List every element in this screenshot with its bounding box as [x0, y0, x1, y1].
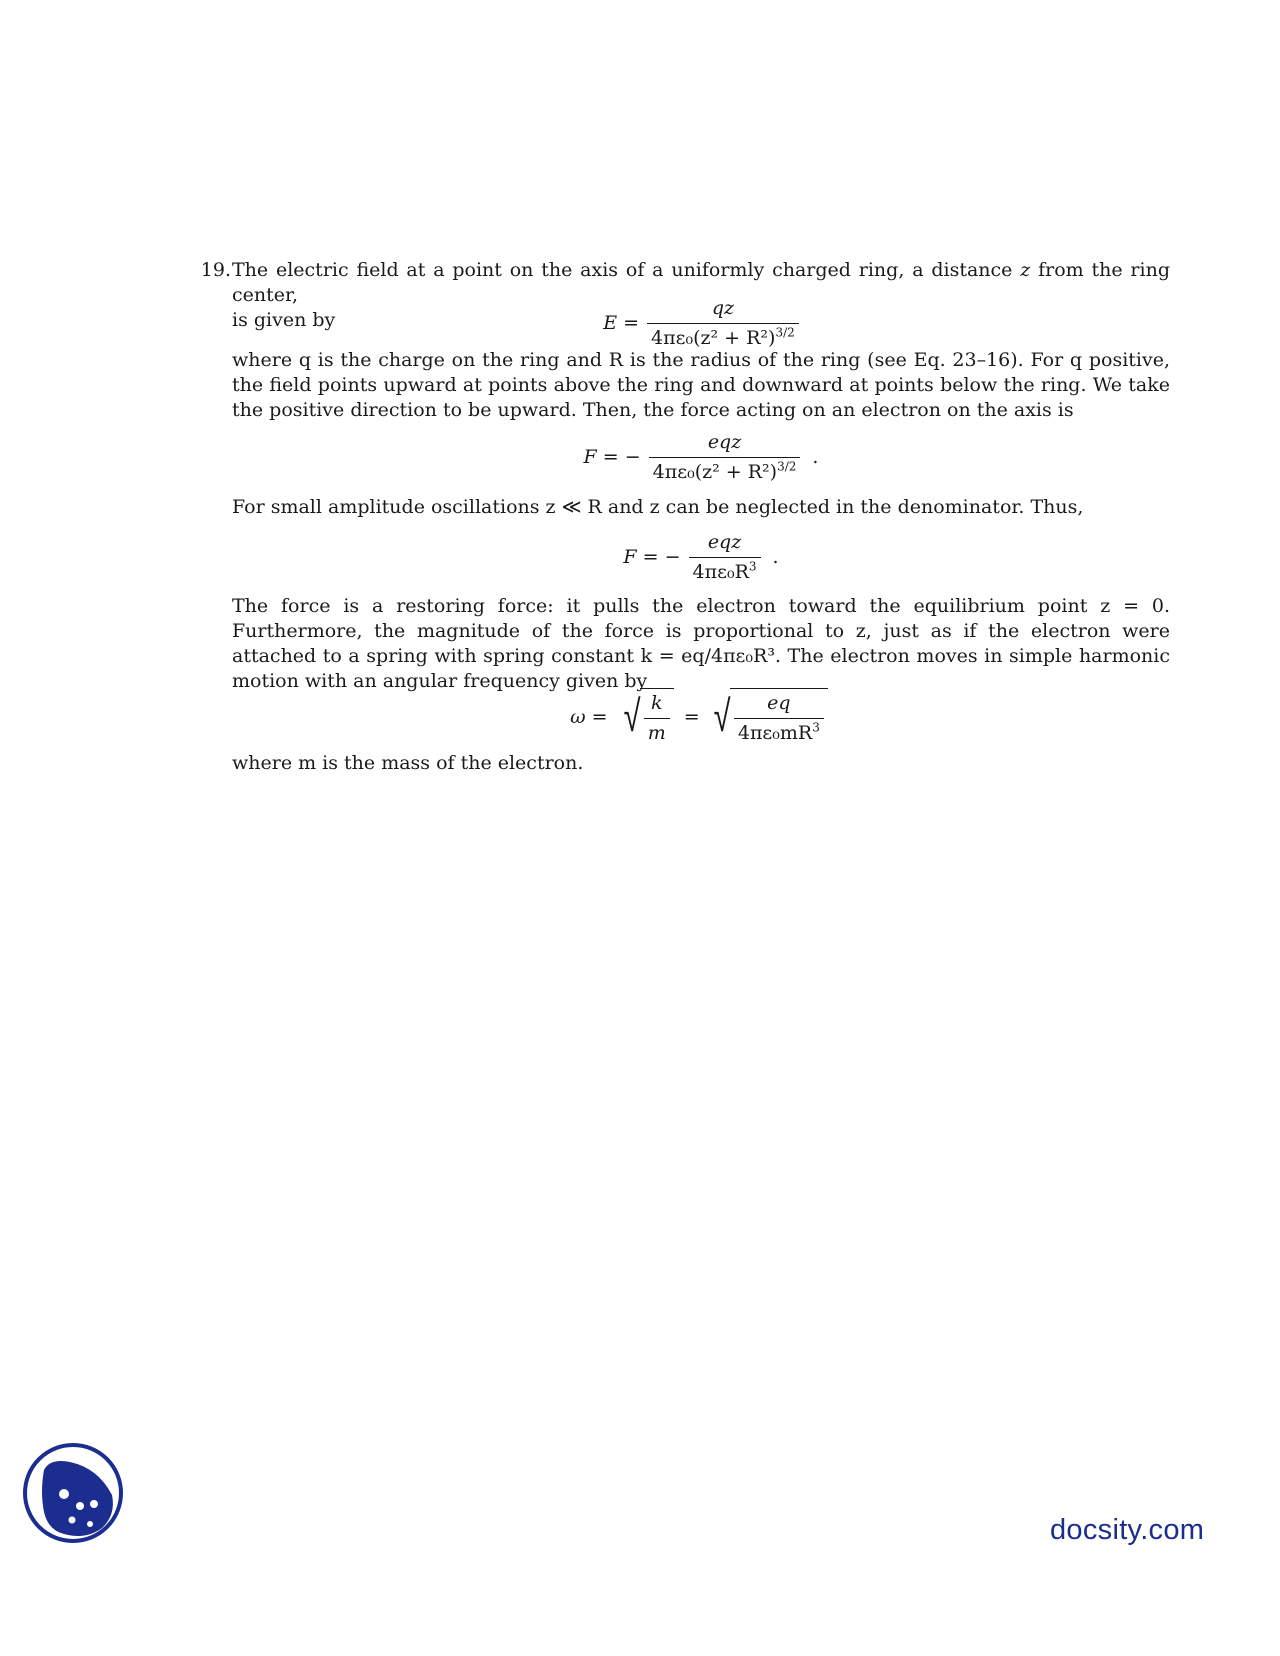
eq2-period: . [812, 446, 819, 468]
intro-text-line1: The electric field at a point on the axis of a uniformly charged ring, a distance [232, 259, 1013, 281]
eq4-equals: = [683, 705, 700, 728]
problem-number: 19. [200, 259, 231, 281]
sqrt-icon: √ [713, 691, 731, 742]
equation-force-approx [232, 530, 1170, 585]
intro-text-line1-end: from the ring center, [232, 259, 1170, 306]
eq4-exponent: 3 [812, 720, 820, 735]
eq1-denominator: $4\pi\varepsilon_0(z^2 + R^2)^{3/2}$ [647, 323, 799, 351]
eq3-period: . [772, 546, 779, 568]
docsity-logo-icon[interactable] [20, 1440, 126, 1546]
intro-text-line2: is given by [232, 309, 336, 331]
eq3-lhs: F = − [623, 546, 681, 568]
equation-force [232, 430, 1170, 485]
paragraph-field-direction: where q is the charge on the ring and R is the radius of the ring (see Eq. 23–16). For q positive, the field points upward at points above the ring and downward at points below the ring. We take the positive direction to be upward. Then, the force acting on an electron on the axis is [232, 349, 1170, 421]
equation-electric-field [232, 296, 1170, 351]
docsity-brand-link[interactable]: docsity.com [1050, 1514, 1205, 1546]
eq4-sqrt1-denominator: m [644, 718, 670, 746]
sqrt-eq-over-denominator [710, 688, 828, 746]
eq4-lhs: ω = [570, 705, 608, 728]
eq3-fraction [689, 530, 761, 585]
sqrt-k-over-m [620, 688, 674, 746]
eq4-sqrt2-numerator: eq [767, 692, 791, 714]
eq2-fraction [649, 430, 801, 485]
equation-angular-frequency [232, 688, 1170, 746]
eq4-sqrt1-numerator: k [651, 692, 663, 714]
paragraph-mass: where m is the mass of the electron. [232, 752, 584, 774]
sqrt-icon: √ [623, 691, 641, 742]
intro-var-z: z [1020, 259, 1031, 281]
eq2-denominator: $4\pi\varepsilon_0(z^2 + R^2)^{3/2}$ [649, 457, 801, 485]
eq2-exponent: 3/2 [777, 459, 797, 474]
paragraph-restoring-force: The force is a restoring force: it pulls the electron toward the equilibrium point z = 0. Furthermore, the magnitude of the force is proportional to z, just as if the electron were attached to a spring with spring constant k = eq/4πε₀R³. The electron moves in simple harmonic motion with an angular frequency given by [232, 595, 1170, 692]
eq3-denominator: $4\pi\varepsilon_0R^3$ [689, 557, 761, 585]
eq2-numerator: eqz [707, 431, 742, 453]
eq3-exponent: 3 [748, 559, 757, 574]
eq4-sqrt2-denominator: $4\pi\varepsilon_0mR^3$ [734, 718, 824, 746]
eq1-numerator: qz [711, 297, 734, 319]
eq1-fraction [647, 296, 799, 351]
eq2-lhs: F = − [583, 446, 641, 468]
eq1-exponent: 3/2 [775, 325, 795, 340]
eq3-numerator: eqz [707, 531, 742, 553]
paragraph-small-amplitude: For small amplitude oscillations z ≪ R and z can be neglected in the denominator. Thus, [232, 496, 1084, 518]
eq1-lhs: E = [603, 312, 640, 334]
